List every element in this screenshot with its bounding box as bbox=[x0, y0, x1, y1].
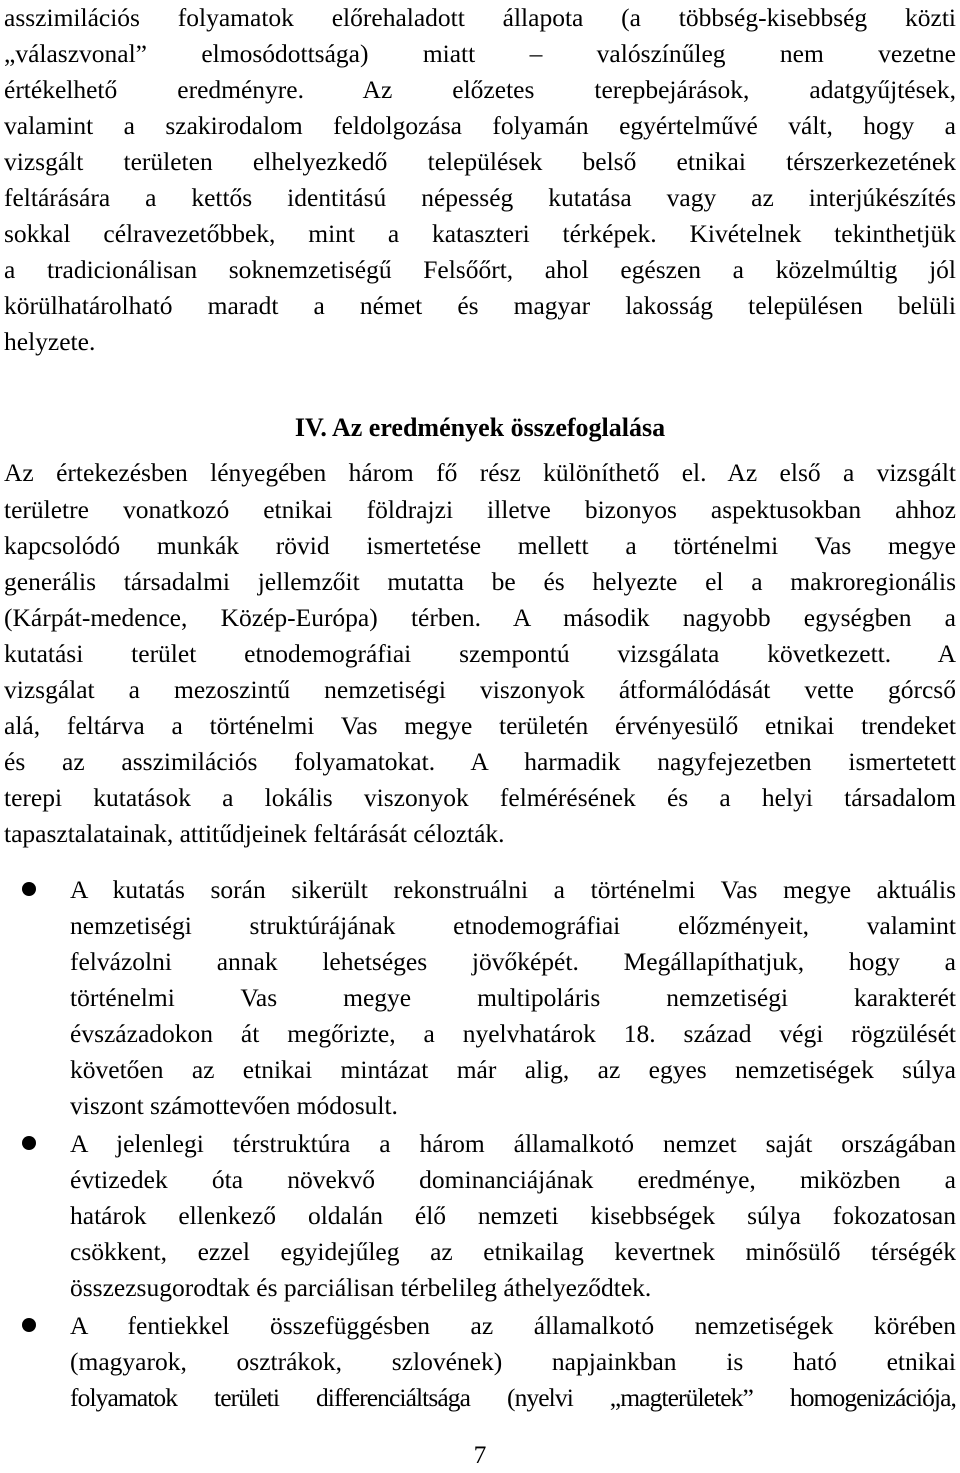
bullet-2-line: évtizedek óta növekvő dominanciájának eredménye, miközben a bbox=[70, 1165, 956, 1194]
paragraph-2-line: vizsgálat a mezoszintű nemzetiségi viszonyok átformálódását vette górcső bbox=[4, 675, 956, 704]
bullet-1-line: nemzetiségi struktúrájának etnodemográfiai előzményeit, valamint bbox=[70, 911, 956, 940]
bullet-dot bbox=[22, 1318, 36, 1332]
paragraph-1-line: helyzete. bbox=[4, 327, 96, 356]
paragraph-1-line: „válaszvonal” elmosódottsága) miatt – valószínűleg nem vezetne bbox=[4, 39, 956, 68]
paragraph-2-line: alá, feltárva a történelmi Vas megye területén érvényesülő etnikai trendeket bbox=[4, 711, 956, 740]
paragraph-2-line: terepi kutatások a lokális viszonyok felmérésének és a helyi társadalom bbox=[4, 783, 956, 812]
paragraph-1-line: feltárására a kettős identitású népesség kutatása vagy az interjúkészítés bbox=[4, 183, 956, 212]
paragraph-1-line: vizsgált területen elhelyezkedő települések belső etnikai térszerkezetének bbox=[4, 147, 956, 176]
bullet-2-line: összezsugorodtak és parciálisan térbelileg áthelyeződtek. bbox=[70, 1273, 652, 1302]
paragraph-2-line: Az értekezésben lényegében három fő rész különíthető el. Az első a vizsgált bbox=[4, 458, 956, 487]
paragraph-2-line: kutatási terület etnodemográfiai szempontú vizsgálata következett. A bbox=[4, 639, 956, 668]
paragraph-2-line: kapcsolódó munkák rövid ismertetése mellett a történelmi Vas megye bbox=[4, 531, 956, 560]
bullet-1-line: követően az etnikai mintázat már alig, az egyes nemzetiségek súlya bbox=[70, 1055, 956, 1084]
bullet-1-line: évszázadokon át megőrizte, a nyelvhatárok 18. század végi rögzülését bbox=[70, 1019, 956, 1048]
bullet-2-line: csökkent, ezzel egyidejűleg az etnikailag kevertnek minősülő térségék bbox=[70, 1237, 956, 1266]
paragraph-2-line: generális társadalmi jellemzőit mutatta be és helyezte el a makroregionális bbox=[4, 567, 956, 596]
paragraph-2-line: tapasztalatainak, attitűdjeinek feltárását célozták. bbox=[4, 819, 505, 848]
paragraph-2-line: és az asszimilációs folyamatokat. A harmadik nagyfejezetben ismertetett bbox=[4, 747, 956, 776]
page-number: 7 bbox=[473, 1440, 487, 1469]
bullet-1-line: viszont számottevően módosult. bbox=[70, 1091, 398, 1120]
bullet-2-line: A jelenlegi térstruktúra a három államalkotó nemzet saját országában bbox=[70, 1129, 956, 1158]
bullet-3-line: (magyarok, osztrákok, szlovének) napjainkban is ható etnikai bbox=[70, 1347, 956, 1376]
paragraph-1-line: sokkal célravezetőbbek, mint a kataszteri térképek. Kivételnek tekinthetjük bbox=[4, 219, 956, 248]
bullet-1-line: A kutatás során sikerült rekonstruálni a történelmi Vas megye aktuális bbox=[70, 875, 956, 904]
bullet-2-line: határok ellenkező oldalán élő nemzeti kisebbségek súlya fokozatosan bbox=[70, 1201, 956, 1230]
paragraph-2-line: (Kárpát-medence, Közép-Európa) térben. A második nagyobb egységben a bbox=[4, 603, 956, 632]
bullet-dot bbox=[22, 1136, 36, 1150]
paragraph-1-line: a tradicionálisan soknemzetiségű Felsőőrt, ahol egészen a közelmúltig jól bbox=[4, 255, 956, 284]
paragraph-1-line: értékelhető eredményre. Az előzetes terepbejárások, adatgyűjtések, bbox=[4, 75, 956, 104]
bullet-1-line: történelmi Vas megye multipoláris nemzetiségi karakterét bbox=[70, 983, 956, 1012]
bullet-dot bbox=[22, 882, 36, 896]
section-heading: IV. Az eredmények összefoglalása bbox=[294, 413, 666, 442]
paragraph-2-line: területre vonatkozó etnikai földrajzi illetve bizonyos aspektusokban ahhoz bbox=[4, 495, 956, 524]
bullet-3-line: folyamatok területi differenciáltsága (nyelvi „magterületek” homogenizációja, bbox=[70, 1383, 956, 1412]
paragraph-1-line: körülhatárolható maradt a német és magyar lakosság településen belüli bbox=[4, 291, 956, 320]
bullet-3-line: A fentiekkel összefüggésben az államalkotó nemzetiségek körében bbox=[70, 1311, 956, 1340]
paragraph-1-line: valamint a szakirodalom feldolgozása folyamán egyértelművé vált, hogy a bbox=[4, 111, 956, 140]
paragraph-1-line: asszimilációs folyamatok előrehaladott állapota (a többség-kisebbség közti bbox=[4, 3, 956, 32]
bullet-1-line: felvázolni annak lehetséges jövőképét. Megállapíthatjuk, hogy a bbox=[70, 947, 956, 976]
